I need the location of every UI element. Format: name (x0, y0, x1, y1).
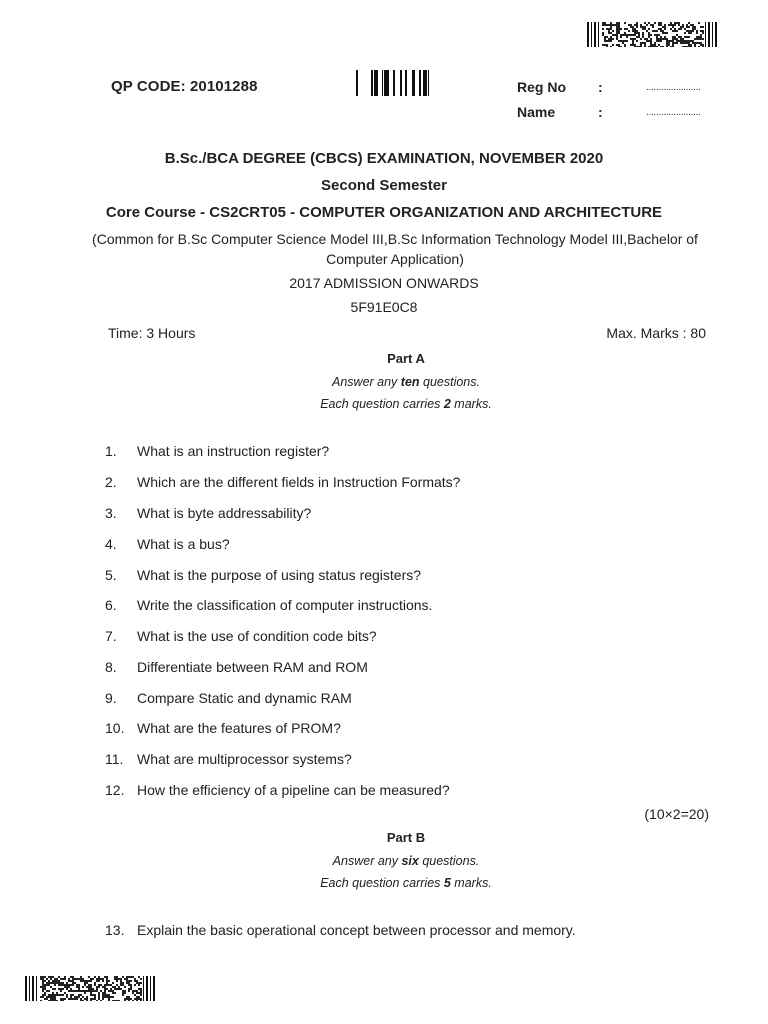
part-b-title: Part B (386, 830, 426, 845)
question-number: 3. (105, 505, 117, 521)
reg-no-blank: ...................... (646, 82, 701, 93)
part-a-marks-total: (10×2=20) (644, 806, 709, 822)
paper-id: 5F91E0C8 (350, 299, 418, 315)
exam-title: B.Sc./BCA DEGREE (CBCS) EXAMINATION, NOVEMBER 2020 (164, 150, 604, 167)
question-number: 6. (105, 597, 117, 613)
bottom-left-barcode-graphic (25, 976, 157, 1001)
question-text: Compare Static and dynamic RAM (137, 690, 352, 706)
question-number: 8. (105, 659, 117, 675)
part-a-title: Part A (387, 351, 425, 366)
question-text: What are multiprocessor systems? (137, 751, 352, 767)
question-text: What is a bus? (137, 536, 230, 552)
question-text: Which are the different fields in Instruction Formats? (137, 474, 461, 490)
question-text: What are the features of PROM? (137, 720, 341, 736)
exam-time: Time: 3 Hours (108, 325, 196, 341)
part-a-instruction-2: Each question carries 2 marks. (320, 397, 492, 411)
question-text: Differentiate between RAM and ROM (137, 659, 368, 675)
part-b-instruction-1: Answer any six questions. (332, 854, 480, 868)
part-b-instruction-2: Each question carries 5 marks. (320, 876, 492, 890)
common-note-line-1: (Common for B.Sc Computer Science Model III,B.Sc Information Technology Model III,Bachelor of (92, 231, 698, 247)
question-number: 7. (105, 628, 117, 644)
top-right-barcode (587, 22, 719, 47)
admission-line: 2017 ADMISSION ONWARDS (289, 275, 479, 291)
reg-no-colon: : (598, 79, 603, 95)
header-barcode-graphic (354, 70, 430, 96)
question-text: How the efficiency of a pipeline can be measured? (137, 782, 450, 798)
question-text: Write the classification of computer instructions. (137, 597, 433, 613)
header-barcode (354, 70, 430, 96)
question-number: 5. (105, 567, 117, 583)
question-text: What is the use of condition code bits? (137, 628, 377, 644)
part-a-instruction-1: Answer any ten questions. (332, 375, 480, 389)
question-text: Explain the basic operational concept between processor and memory. (137, 922, 576, 938)
question-number: 10. (105, 720, 125, 736)
name-label: Name (517, 104, 556, 120)
max-marks: Max. Marks : 80 (606, 325, 706, 341)
reg-no-label: Reg No (517, 79, 566, 95)
question-number: 2. (105, 474, 117, 490)
question-number: 12. (105, 782, 125, 798)
name-blank: ...................... (646, 107, 701, 118)
qp-code: QP CODE: 20101288 (111, 78, 258, 95)
bottom-left-barcode (25, 976, 157, 1001)
common-note (80, 229, 710, 269)
common-note-line-2: Computer Application) (326, 251, 464, 267)
question-number: 1. (105, 443, 117, 459)
question-text: What is an instruction register? (137, 443, 330, 459)
name-colon: : (598, 104, 603, 120)
question-number: 9. (105, 690, 117, 706)
course-title: Core Course - CS2CRT05 - COMPUTER ORGANIZATION AND ARCHITECTURE (105, 204, 663, 221)
question-number: 4. (105, 536, 117, 552)
question-number: 11. (105, 751, 124, 767)
question-number: 13. (105, 922, 125, 938)
semester: Second Semester (321, 177, 447, 194)
top-right-barcode-graphic (587, 22, 719, 47)
question-text: What is byte addressability? (137, 505, 312, 521)
question-text: What is the purpose of using status registers? (137, 567, 422, 583)
